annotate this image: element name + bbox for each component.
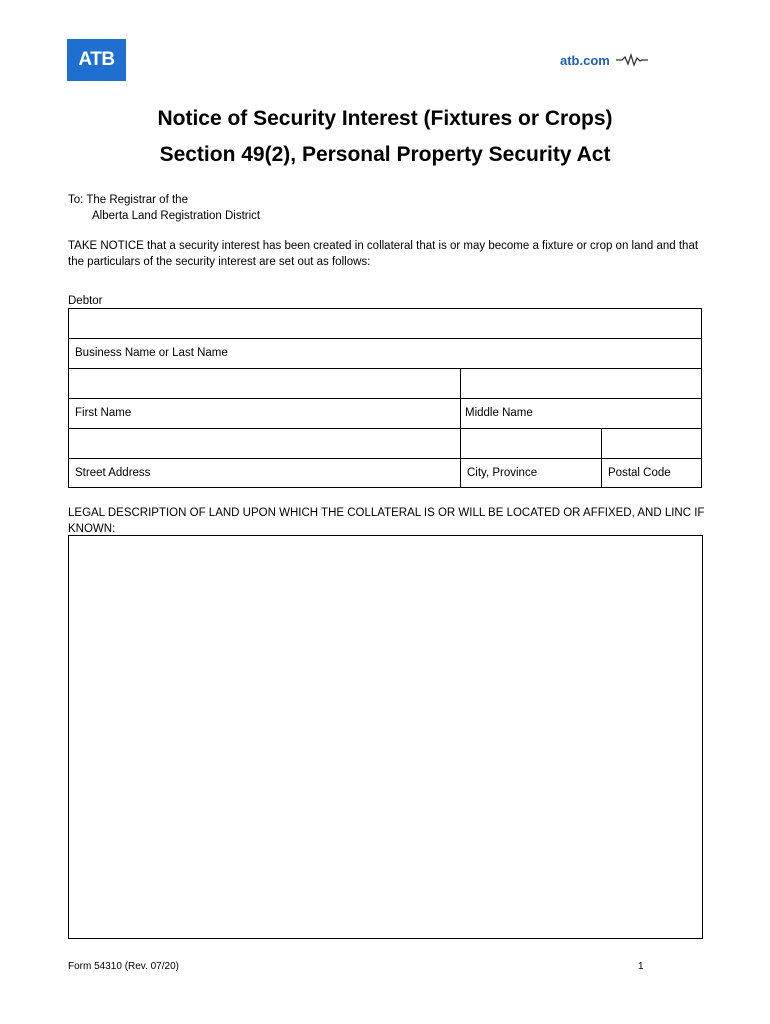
table-rule [69, 458, 701, 459]
addressee-line-2: Alberta Land Registration District [92, 210, 261, 222]
table-rule [69, 398, 701, 399]
debtor-table [68, 308, 702, 488]
form-title: Notice of Security Interest (Fixtures or Crops) [157, 107, 613, 130]
first-name-label: First Name [75, 407, 132, 419]
business-name-field[interactable] [69, 309, 701, 338]
form-number: Form 54310 (Rev. 07/20) [68, 961, 179, 972]
atb-logo: ATB [67, 39, 126, 81]
site-url: atb.com [560, 52, 610, 68]
business-name-label: Business Name or Last Name [75, 347, 228, 359]
city-province-label: City, Province [467, 467, 538, 479]
signal-wave-icon [616, 53, 648, 67]
debtor-section-label: Debtor [68, 295, 103, 307]
city-province-field[interactable] [461, 429, 601, 458]
postal-code-label: Postal Code [608, 467, 671, 479]
postal-code-field[interactable] [602, 429, 701, 458]
street-address-label: Street Address [75, 467, 151, 479]
first-name-field[interactable] [69, 369, 460, 398]
middle-name-field[interactable] [461, 369, 701, 398]
addressee-line-1: To: The Registrar of the [68, 194, 188, 206]
form-subtitle: Section 49(2), Personal Property Security Act [159, 143, 611, 166]
page-number: 1 [638, 961, 644, 972]
site-link [560, 50, 648, 70]
middle-name-label: Middle Name [465, 407, 533, 419]
notice-paragraph: TAKE NOTICE that a security interest has been created in collateral that is or may become a fixture or crop on land and that the particulars of the security interest are set out as follows: [68, 240, 699, 268]
legal-description-field[interactable] [68, 535, 703, 939]
legal-description-label: LEGAL DESCRIPTION OF LAND UPON WHICH THE COLLATERAL IS OR WILL BE LOCATED OR AFFIXED, AND LINC IF KNOWN: [68, 507, 705, 535]
street-address-field[interactable] [69, 429, 460, 458]
table-rule [69, 338, 701, 339]
